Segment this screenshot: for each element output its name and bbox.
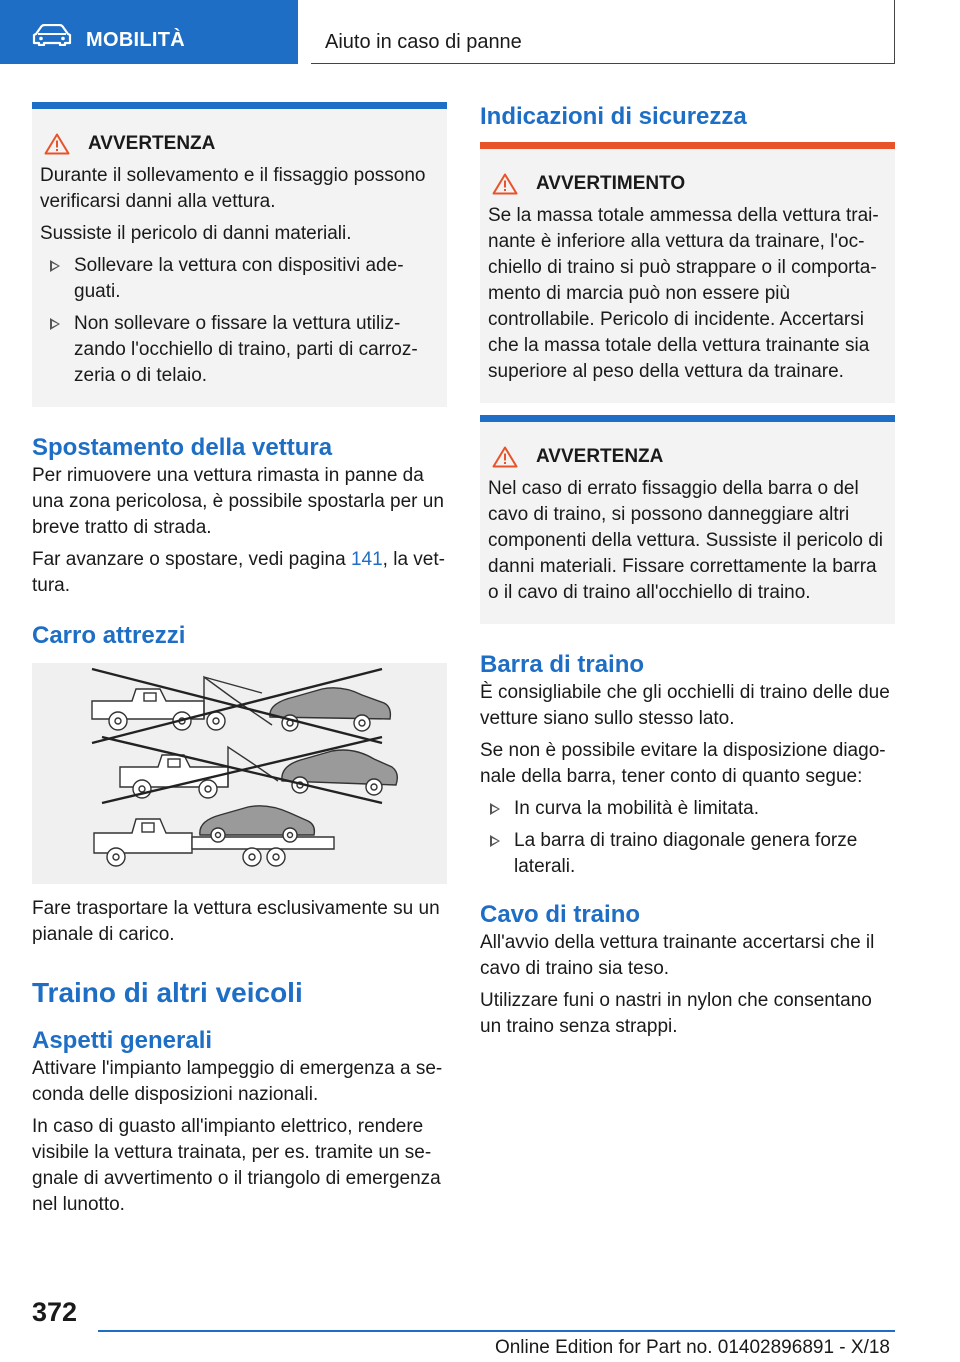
warning-list xyxy=(40,253,439,389)
section-label: MOBILITÀ xyxy=(86,29,186,51)
body-text: Per rimuovere una vettura rimasta in panne da una zona pericolosa, è possibile spostarla per un breve tratto di strada. xyxy=(32,465,444,538)
body-text: Attivare l'impianto lampeggio di emergenza a seconda delle disposizioni nazionali. xyxy=(32,1058,443,1105)
section-heading-general: Aspetti generali xyxy=(32,1027,213,1054)
list-item-text: In curva la mobilità è limitata. xyxy=(514,798,759,819)
chapter-title: Aiuto in caso di panne xyxy=(325,31,522,53)
right-column xyxy=(480,102,895,1046)
tow-truck-illustration xyxy=(32,663,447,884)
warning-text: Se la massa totale ammessa della vettura trainante è inferiore alla vettura da trainare, l'occhiello di traino si può strappare o il comportamento di marcia può non essere più controllabile. Pericolo di incidente. Accertarsi che la massa totale della vettura trainante sia superiore al peso della vettura da trainare. xyxy=(488,205,879,382)
chapter-header xyxy=(311,0,895,64)
warning-triangle-icon xyxy=(44,133,70,155)
bullet-triangle-icon xyxy=(490,835,500,847)
section-tab[interactable] xyxy=(0,0,298,64)
warning-title: AVVERTENZA xyxy=(536,446,664,467)
page-link[interactable]: 141 xyxy=(350,549,383,570)
body-text: È consigliabile che gli occhielli di traino delle due vetture siano sullo stesso lato. xyxy=(480,682,890,729)
warning-box-attachment xyxy=(480,415,895,624)
warning-text: Durante il sollevamento e il fissaggio possono verificarsi danni alla vettura. xyxy=(40,165,426,212)
footer-divider xyxy=(98,1330,895,1332)
body-text: Se non è possibile evitare la disposizione diagonale della barra, tener conto di quanto segue: xyxy=(480,740,886,787)
bullet-triangle-icon xyxy=(50,318,60,330)
body-text: In caso di guasto all'impianto elettrico, rendere visibile la vettura trainata, per es. tramite un segnale di avvertimento o il triangolo di emergenza nel lunotto. xyxy=(32,1116,441,1215)
body-text: All'avvio della vettura trainante accertarsi che il cavo di traino sia teso. xyxy=(480,932,875,979)
tow-bar-list xyxy=(480,796,895,880)
warning-text: Sussiste il pericolo di danni materiali. xyxy=(40,223,352,244)
list-item xyxy=(480,828,895,880)
tow-truck-illustration-graphic xyxy=(32,663,447,884)
edition-info: Online Edition for Part no. 01402896891 - X/18 xyxy=(494,1337,890,1358)
bullet-triangle-icon xyxy=(490,803,500,815)
list-item-text: Non sollevare o fissare la vettura utilizzando l'occhiello di traino, parti di carrozzeria o di telaio. xyxy=(74,313,418,386)
list-item-text: Sollevare la vettura con dispositivi adeguati. xyxy=(74,255,404,302)
bullet-triangle-icon xyxy=(50,260,60,272)
figure-caption: Fare trasportare la vettura esclusivamente su un pianale di carico. xyxy=(32,898,440,945)
car-icon xyxy=(32,24,72,46)
warning-title: AVVERTENZA xyxy=(88,133,216,154)
section-heading-moving: Spostamento della vettura xyxy=(32,434,333,461)
list-item xyxy=(40,253,439,305)
page-number: 372 xyxy=(32,1297,78,1327)
warning-box-weight xyxy=(480,142,895,403)
section-heading-tow-truck: Carro attrezzi xyxy=(32,622,186,649)
warning-title: AVVERTIMENTO xyxy=(536,173,686,194)
section-heading-tow-rope: Cavo di traino xyxy=(480,901,641,928)
list-item-text: La barra di traino diagonale genera forze laterali. xyxy=(514,830,858,877)
section-heading-safety: Indicazioni di sicurezza xyxy=(480,103,747,130)
body-text: Far avanzare o spostare, vedi pagina 141, la vettura. xyxy=(32,549,445,596)
warning-box-lifting xyxy=(32,102,447,407)
list-item xyxy=(40,311,439,389)
warning-triangle-icon xyxy=(492,173,518,195)
warning-text: Nel caso di errato fissaggio della barra o del cavo di traino, si possono danneggiare altri componenti della vettura. Sussiste il pericolo di danni materiali. Fissare correttamente la barra o il cavo di traino all'occhiello di traino. xyxy=(488,478,883,603)
body-text: Utilizzare funi o nastri in nylon che consentano un traino senza strappi. xyxy=(480,990,872,1037)
section-heading-towing-others: Traino di altri veicoli xyxy=(32,977,303,1008)
section-heading-tow-bar: Barra di traino xyxy=(480,651,645,678)
warning-triangle-icon xyxy=(492,446,518,468)
left-column xyxy=(32,102,447,1224)
list-item xyxy=(480,796,895,822)
